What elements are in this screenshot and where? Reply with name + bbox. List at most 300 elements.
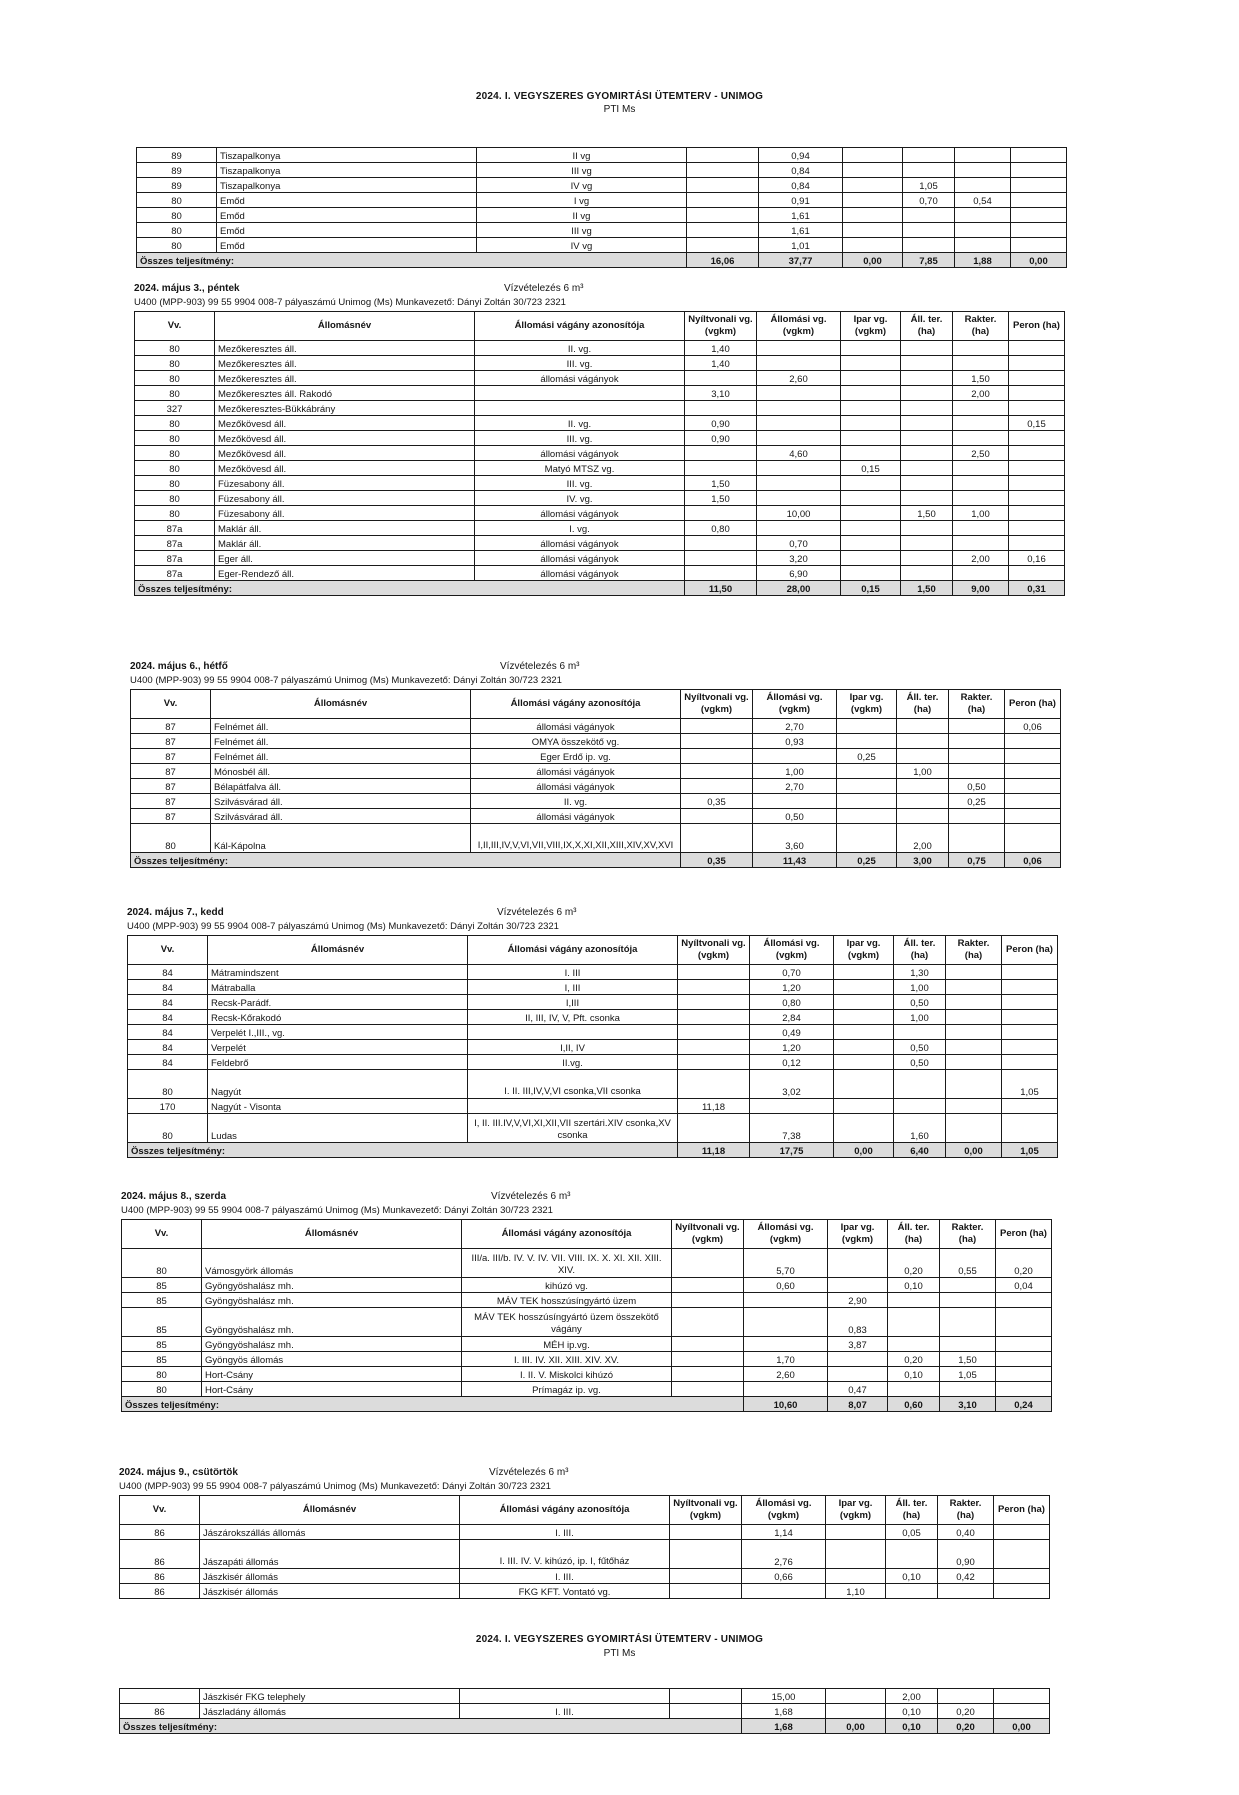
table-row [122,1337,1052,1352]
cell-ipar: 3,87 [828,1337,888,1352]
cell-ipar [841,401,901,416]
cell-allomasi: 1,20 [750,1040,834,1055]
cell-nyilt [681,749,753,764]
table-row [120,1540,1050,1569]
cell-ipar [837,734,897,749]
table-row [128,1025,1058,1040]
cell-rakter: 2,00 [953,386,1009,401]
table-row [135,461,1065,476]
cell-rakter [953,341,1009,356]
cell-allter [901,461,953,476]
document-subtitle: PTI Ms [603,104,636,115]
cell-allter: 2,00 [897,824,949,853]
cell-peron [1009,356,1065,371]
cell-nyilt [672,1293,744,1308]
cell-track: I,II,III,IV,V,VI,VII,VIII,IX,X,XI,XII,XIII,XIV,XV,XVI [471,824,681,853]
cell-nyilt [687,163,759,178]
total-value: 0,24 [996,1397,1052,1412]
day-line [127,906,1058,921]
cell-peron [994,1525,1050,1540]
cell-peron [1009,536,1065,551]
section-may-7 [127,906,1058,1158]
table-row [135,401,1065,416]
cell-allomasi: 2,60 [744,1367,828,1382]
cell-rakter: 1,50 [953,371,1009,386]
cell-allter [901,416,953,431]
cell-peron [1009,371,1065,386]
cell-rakter: 2,00 [953,551,1009,566]
cell-track: II. vg. [471,794,681,809]
cell-track: I,II, IV [468,1040,678,1055]
table-row [135,386,1065,401]
cell-track: állomási vágányok [475,446,685,461]
cell-rakter: 0,55 [940,1249,996,1278]
header-allter: Áll. ter. (ha) [886,1496,938,1525]
cell-vv: 85 [122,1308,202,1337]
cell-ipar [826,1704,886,1719]
cell-allomasi: 10,00 [757,506,841,521]
cell-allomasi: 1,00 [753,764,837,779]
cell-nyilt [687,178,759,193]
table-row [135,536,1065,551]
cell-track: MÁV TEK hosszúsíngyártó üzem összekötő vágány [462,1308,672,1337]
cell-ipar: 0,15 [841,461,901,476]
cell-ipar [841,416,901,431]
cell-allter [903,238,955,253]
cell-peron [996,1352,1052,1367]
cell-allter: 1,05 [903,178,955,193]
table-row [131,719,1061,734]
cell-ipar [843,238,903,253]
cell-name: Emőd [217,223,477,238]
cell-nyilt [670,1689,742,1704]
cell-track: állomási vágányok [471,719,681,734]
cell-peron [994,1584,1050,1599]
header-allomasi: Állomási vg. (vgkm) [753,690,837,719]
cell-allter: 1,00 [894,980,946,995]
total-value: 0,00 [826,1719,886,1734]
cell-rakter: 1,00 [953,506,1009,521]
header-name: Állomásnév [208,936,468,965]
cell-vv: 89 [137,178,217,193]
total-value: 9,00 [953,581,1009,596]
cell-allomasi [757,491,841,506]
cell-allter: 1,60 [894,1114,946,1143]
cell-allomasi: 2,84 [750,1010,834,1025]
cell-peron [1002,1099,1058,1114]
cell-track [475,401,685,416]
cell-vv: 80 [122,1382,202,1397]
cell-rakter [953,566,1009,581]
cell-vv: 87a [135,536,215,551]
total-row [122,1397,1052,1412]
table-row [135,506,1065,521]
cell-vv: 84 [128,995,208,1010]
cell-peron [1002,1055,1058,1070]
cell-vv: 86 [120,1584,200,1599]
cell-peron [1002,995,1058,1010]
table-row [131,749,1061,764]
cell-allomasi: 0,66 [742,1569,826,1584]
cell-allomasi: 15,00 [742,1689,826,1704]
cell-rakter [955,238,1011,253]
cell-name: Kál-Kápolna [211,824,471,853]
cell-peron [1002,1010,1058,1025]
header-nyilt: Nyíltvonali vg. (vgkm) [678,936,750,965]
header-track: Állomási vágány azonosítója [468,936,678,965]
cell-rakter [949,719,1005,734]
table-row [135,356,1065,371]
cell-vv: 85 [122,1278,202,1293]
cell-vv: 80 [135,476,215,491]
table-row [128,1010,1058,1025]
cell-track: I, II. III.IV,V,VI,XI,XII,VII szertári.XIV csonka,XV csonka [468,1114,678,1143]
cell-allomasi: 3,20 [757,551,841,566]
cell-track: II, III, IV, V, Pft. csonka [468,1010,678,1025]
cell-allter: 1,30 [894,965,946,980]
header-name: Állomásnév [202,1220,462,1249]
cell-rakter [949,824,1005,853]
header-row [135,312,1065,341]
cell-peron [1005,824,1061,853]
table-row [122,1249,1052,1278]
cell-vv: 85 [122,1337,202,1352]
cell-vv: 80 [137,223,217,238]
cell-peron [994,1540,1050,1569]
schedule-table [130,689,1061,868]
vehicle-info: U400 (MPP-903) 99 55 9904 008-7 pályaszámú Unimog (Ms) Munkavezető: Dányi Zoltán 30/723 2321 [130,675,562,686]
cell-allter [897,779,949,794]
day-date: 2024. május 8., szerda [121,1191,227,1202]
cell-nyilt: 11,18 [678,1099,750,1114]
cell-name: Maklár áll. [215,536,475,551]
cell-track: állomási vágányok [471,764,681,779]
header-peron: Peron (ha) [994,1496,1050,1525]
cell-rakter: 0,25 [949,794,1005,809]
cell-nyilt [678,995,750,1010]
vehicle-info: U400 (MPP-903) 99 55 9904 008-7 pályaszámú Unimog (Ms) Munkavezető: Dányi Zoltán 30/723 2321 [127,921,559,932]
cell-peron [1009,386,1065,401]
cell-rakter [940,1308,996,1337]
cell-track: II vg [477,208,687,223]
cell-peron [1005,734,1061,749]
table-row [135,416,1065,431]
water-intake-note: Vízvételezés 6 m³ [489,1467,569,1478]
cell-name: Jászladány állomás [200,1704,460,1719]
cell-nyilt [678,980,750,995]
cell-track: kihúzó vg. [462,1278,672,1293]
day-line [121,1190,1052,1205]
cell-allter: 1,00 [894,1010,946,1025]
cell-nyilt: 3,10 [685,386,757,401]
cell-track: III vg [477,163,687,178]
cell-nyilt [678,1055,750,1070]
cell-nyilt [687,148,759,163]
header-rakter: Rakter. (ha) [940,1220,996,1249]
cell-name: Mezőkövesd áll. [215,431,475,446]
cell-track: II.vg. [468,1055,678,1070]
cell-ipar [828,1249,888,1278]
cell-peron [994,1569,1050,1584]
cell-peron [996,1382,1052,1397]
table-row [135,371,1065,386]
cell-track: I. III. IV. V. kihúzó, ip. I, fűtőház [460,1540,670,1569]
total-value: 3,10 [940,1397,996,1412]
table-row [135,341,1065,356]
cell-allomasi: 1,70 [744,1352,828,1367]
cell-ipar [841,551,901,566]
table-row [131,824,1061,853]
cell-ipar [826,1689,886,1704]
cell-peron [1002,965,1058,980]
section-continuation-bottom [119,1688,1050,1734]
cell-allter: 0,10 [888,1367,940,1382]
cell-name: Gyöngyöshalász mh. [202,1308,462,1337]
cell-track: I. III. [460,1525,670,1540]
cell-name: Jászárokszállás állomás [200,1525,460,1540]
cell-nyilt [678,1114,750,1143]
cell-allomasi: 0,93 [753,734,837,749]
table-row [131,809,1061,824]
cell-nyilt [670,1704,742,1719]
cell-ipar [834,995,894,1010]
header-allomasi: Állomási vg. (vgkm) [750,936,834,965]
cell-rakter [946,1114,1002,1143]
cell-peron [1011,178,1067,193]
cell-nyilt [685,401,757,416]
cell-allter [894,1099,946,1114]
total-value: 0,75 [949,853,1005,868]
total-value: 0,15 [841,581,901,596]
cell-rakter [949,734,1005,749]
cell-peron [994,1704,1050,1719]
cell-rakter [938,1584,994,1599]
cell-ipar [843,208,903,223]
cell-rakter: 2,50 [953,446,1009,461]
day-date: 2024. május 6., hétfő [130,661,228,672]
cell-ipar [826,1569,886,1584]
cell-vv: 80 [135,446,215,461]
cell-ipar [837,794,897,809]
total-value: 16,06 [687,253,759,268]
cell-nyilt [681,719,753,734]
table-row [122,1308,1052,1337]
cell-ipar [843,163,903,178]
total-value: 0,25 [837,853,897,868]
cell-name: Recsk-Kőrakodó [208,1010,468,1025]
cell-nyilt [678,965,750,980]
cell-name: Vámosgyörk állomás [202,1249,462,1278]
document-title: 2024. I. VEGYSZERES GYOMIRTÁSI ÜTEMTERV - UNIMOG [475,91,764,102]
cell-ipar [841,371,901,386]
cell-rakter [938,1689,994,1704]
cell-peron [994,1689,1050,1704]
header-allomasi: Állomási vg. (vgkm) [742,1496,826,1525]
cell-peron [996,1367,1052,1382]
cell-track: II. vg. [475,416,685,431]
total-value: 7,85 [903,253,955,268]
schedule-table [134,311,1065,596]
cell-vv: 80 [137,193,217,208]
cell-track: I. III. [460,1704,670,1719]
cell-rakter [946,1070,1002,1099]
cell-allomasi [753,749,837,764]
cell-nyilt [687,238,759,253]
header-peron: Peron (ha) [1009,312,1065,341]
cell-ipar [841,491,901,506]
header-ipar: Ipar vg. (vgkm) [837,690,897,719]
header-track: Állomási vágány azonosítója [462,1220,672,1249]
cell-vv: 80 [135,491,215,506]
cell-allomasi [744,1337,828,1352]
cell-name: Mezőkeresztes-Bükkábrány [215,401,475,416]
cell-ipar: 2,90 [828,1293,888,1308]
cell-rakter [953,536,1009,551]
cell-rakter [953,461,1009,476]
section-may-8 [121,1190,1052,1412]
cell-peron [1005,764,1061,779]
cell-peron [1002,980,1058,995]
total-value: 11,18 [678,1143,750,1158]
schedule-table [136,147,1067,268]
cell-track: II. vg. [475,341,685,356]
cell-allomasi: 2,76 [742,1540,826,1569]
cell-allomasi [744,1293,828,1308]
header-allomasi: Állomási vg. (vgkm) [757,312,841,341]
cell-allomasi [757,341,841,356]
cell-ipar [834,1055,894,1070]
cell-allomasi: 0,70 [750,965,834,980]
cell-allomasi: 7,38 [750,1114,834,1143]
cell-name: Emőd [217,238,477,253]
cell-ipar [841,446,901,461]
cell-peron [1009,506,1065,521]
cell-allter [903,223,955,238]
footer-subtitle: PTI Ms [603,1648,636,1659]
cell-name: Eger-Rendező áll. [215,566,475,581]
day-date: 2024. május 9., csütörtök [119,1467,238,1478]
table-row [135,551,1065,566]
cell-track: I,III [468,995,678,1010]
cell-nyilt [670,1584,742,1599]
cell-peron [1011,163,1067,178]
cell-allter: 0,20 [888,1249,940,1278]
schedule-table [127,935,1058,1158]
cell-rakter: 1,50 [940,1352,996,1367]
cell-ipar [841,536,901,551]
table-row [135,431,1065,446]
total-row [128,1143,1058,1158]
cell-name: Felnémet áll. [211,734,471,749]
cell-vv: 87 [131,809,211,824]
cell-rakter [940,1278,996,1293]
cell-allter [897,749,949,764]
cell-nyilt: 1,40 [685,356,757,371]
cell-rakter: 0,50 [949,779,1005,794]
cell-vv: 80 [135,386,215,401]
cell-rakter [953,491,1009,506]
cell-allter [901,431,953,446]
cell-vv: 80 [128,1070,208,1099]
cell-name: Gyöngyöshalász mh. [202,1337,462,1352]
header-nyilt: Nyíltvonali vg. (vgkm) [670,1496,742,1525]
cell-track: OMYA összekötő vg. [471,734,681,749]
header-track: Állomási vágány azonosítója [475,312,685,341]
table-row [128,980,1058,995]
cell-allomasi: 2,60 [757,371,841,386]
cell-allter [888,1293,940,1308]
total-value: 0,20 [938,1719,994,1734]
header-peron: Peron (ha) [1002,936,1058,965]
cell-ipar [841,476,901,491]
total-value: 0,00 [946,1143,1002,1158]
header-vv: Vv. [122,1220,202,1249]
cell-rakter [946,1055,1002,1070]
cell-track: Matyó MTSZ vg. [475,461,685,476]
cell-allter [897,719,949,734]
cell-allomasi [757,356,841,371]
cell-ipar [826,1540,886,1569]
cell-vv: 84 [128,1025,208,1040]
cell-ipar [837,809,897,824]
cell-name: Jászkisér FKG telephely [200,1689,460,1704]
total-value: 0,10 [886,1719,938,1734]
cell-allter [901,476,953,491]
cell-allomasi [757,521,841,536]
cell-name: Emőd [217,208,477,223]
cell-allter [888,1337,940,1352]
cell-vv: 87a [135,521,215,536]
cell-allomasi: 0,84 [759,178,843,193]
cell-nyilt [681,824,753,853]
header-nyilt: Nyíltvonali vg. (vgkm) [685,312,757,341]
cell-allter [888,1382,940,1397]
total-row [137,253,1067,268]
cell-allter [888,1308,940,1337]
cell-name: Mezőkeresztes áll. Rakodó [215,386,475,401]
cell-ipar [834,1070,894,1099]
schedule-table [121,1219,1052,1412]
cell-peron: 1,05 [1002,1070,1058,1099]
cell-allter [901,446,953,461]
cell-nyilt [678,1070,750,1099]
cell-allomasi [757,476,841,491]
cell-allter [901,386,953,401]
cell-name: Mátraballa [208,980,468,995]
table-row [128,1114,1058,1143]
cell-peron [1005,779,1061,794]
table-row [137,178,1067,193]
cell-ipar [834,980,894,995]
cell-vv: 80 [135,371,215,386]
cell-track: IV. vg. [475,491,685,506]
cell-track: IV vg [477,178,687,193]
cell-rakter: 0,90 [938,1540,994,1569]
cell-allomasi: 1,01 [759,238,843,253]
cell-track: II vg [477,148,687,163]
cell-ipar [834,1025,894,1040]
cell-allomasi: 0,80 [750,995,834,1010]
cell-allomasi: 0,91 [759,193,843,208]
cell-rakter [940,1293,996,1308]
header-vv: Vv. [128,936,208,965]
total-value: 10,60 [744,1397,828,1412]
header-nyilt: Nyíltvonali vg. (vgkm) [681,690,753,719]
cell-allomasi: 6,90 [757,566,841,581]
cell-allomasi: 1,14 [742,1525,826,1540]
cell-peron [1002,1040,1058,1055]
cell-rakter [953,356,1009,371]
